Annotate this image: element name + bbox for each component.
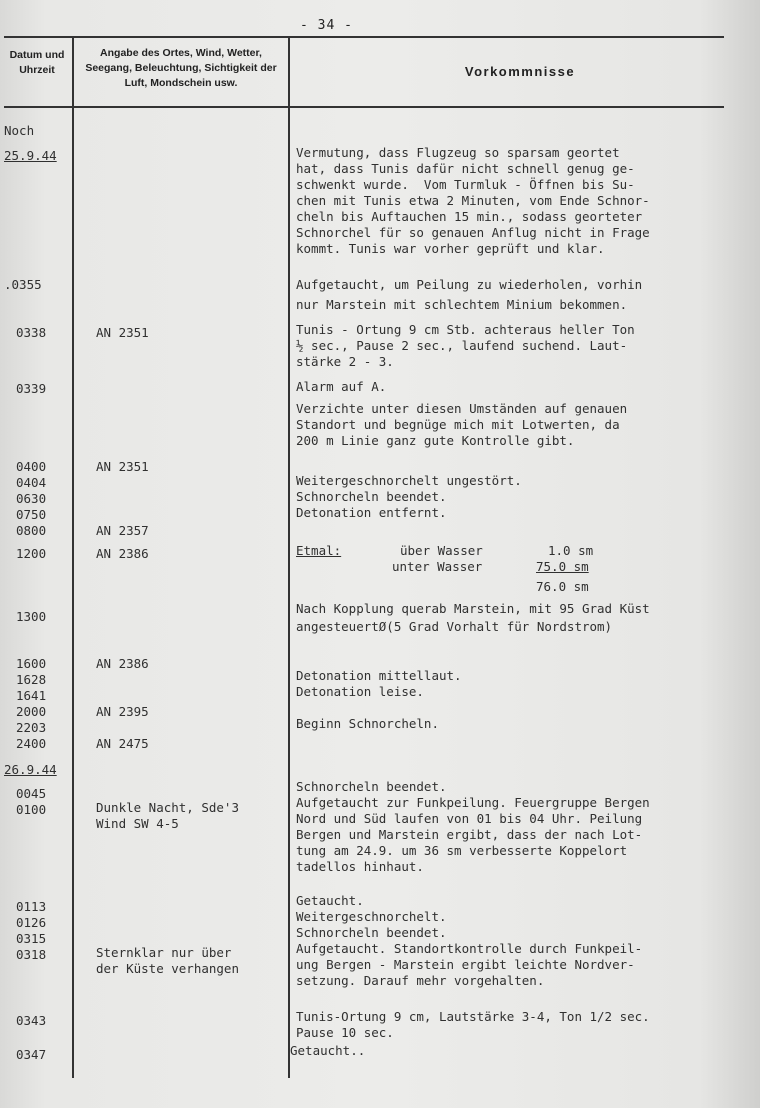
time-1200: 1200 xyxy=(16,546,47,561)
time-0126: 0126 xyxy=(16,915,47,930)
entry-text: nur Marstein mit schlechtem Minium bekommen. xyxy=(296,297,628,312)
entry-text: Nord und Süd laufen von 01 bis 04 Uhr. Peilung xyxy=(296,811,643,826)
position-2400: AN 2475 xyxy=(96,736,149,751)
time-0045: 0045 xyxy=(16,786,47,801)
entry-text: Beginn Schnorcheln. xyxy=(296,716,439,731)
time-1600: 1600 xyxy=(16,656,47,671)
entry-text: Aufgetaucht zur Funkpeilung. Feuergruppe Bergen xyxy=(296,795,650,810)
entry-text: angesteuertØ(5 Grad Vorhalt für Nordstrom) xyxy=(296,619,613,634)
entry-text: Getaucht.. xyxy=(290,1043,366,1058)
entry-text: Bergen und Marstein ergibt, dass der nach Lot- xyxy=(296,827,643,842)
entry-text: Schnorcheln beendet. xyxy=(296,779,447,794)
entry-text: kommt. Tunis war vorher geprüft und klar. xyxy=(296,241,605,256)
entry-text: ung Bergen - Marstein ergibt leichte Nordver- xyxy=(296,957,635,972)
date-25-9-44: 25.9.44 xyxy=(4,148,57,163)
entry-text: Schnorcheln beendet. xyxy=(296,489,447,504)
entry-text: Weitergeschnorchelt. xyxy=(296,909,447,924)
etmal-under-label: unter Wasser xyxy=(392,559,483,574)
position-0338: AN 2351 xyxy=(96,325,149,340)
entry-text: schwenkt wurde. Vom Turmluk - Öffnen bis Su- xyxy=(296,177,635,192)
entry-text: Weitergeschnorchelt ungestört. xyxy=(296,473,522,488)
time-1628: 1628 xyxy=(16,672,47,687)
header-datum: Datum und Uhrzeit xyxy=(9,49,65,76)
time-0630: 0630 xyxy=(16,491,47,506)
time-0800: 0800 xyxy=(16,523,47,538)
etmal-under-value: 75.0 sm xyxy=(536,559,589,574)
header-vorkommnisse: Vorkommnisse xyxy=(464,64,576,79)
entry-text: chen mit Tunis etwa 2 Minuten, vom Ende Schnor- xyxy=(296,193,650,208)
entry-text: Schnorchel für so genauen Anflug nicht in Frage xyxy=(296,225,650,240)
etmal-over-label: über Wasser xyxy=(400,543,483,558)
header-bottom-rule xyxy=(4,106,724,108)
entry-text: ½ sec., Pause 2 sec., laufend suchend. Laut- xyxy=(296,338,628,353)
time-2203: 2203 xyxy=(16,720,47,735)
time-0404: 0404 xyxy=(16,475,47,490)
time-0750: 0750 xyxy=(16,507,47,522)
entry-text: tung am 24.9. um 36 sm verbesserte Koppelort xyxy=(296,843,628,858)
time-2000: 2000 xyxy=(16,704,47,719)
weather-0100: Dunkle Nacht, Sde'3 xyxy=(96,800,239,815)
entry-text: Alarm auf A. xyxy=(296,379,387,394)
etmal-total: 76.0 sm xyxy=(536,579,589,594)
entry-text: Aufgetaucht. Standortkontrolle durch Funkpeil- xyxy=(296,941,643,956)
time-0355: .0355 xyxy=(4,277,42,292)
position-0400: AN 2351 xyxy=(96,459,149,474)
column-divider-1 xyxy=(72,36,74,1078)
entry-text: Tunis - Ortung 9 cm Stb. achteraus heller Ton xyxy=(296,322,635,337)
table-top-rule xyxy=(4,36,724,38)
entry-text: Nach Kopplung querab Marstein, mit 95 Grad Küst xyxy=(296,601,650,616)
column-divider-2 xyxy=(288,36,290,1078)
position-1600: AN 2386 xyxy=(96,656,149,671)
entry-text: stärke 2 - 3. xyxy=(296,354,394,369)
entry-text: Detonation entfernt. xyxy=(296,505,447,520)
entry-text: Detonation leise. xyxy=(296,684,424,699)
time-0400: 0400 xyxy=(16,459,47,474)
weather-0100: Wind SW 4-5 xyxy=(96,816,179,831)
entry-text: Pause 10 sec. xyxy=(296,1025,394,1040)
position-2000: AN 2395 xyxy=(96,704,149,719)
etmal-label: Etmal: xyxy=(296,543,342,558)
entry-text: Getaucht. xyxy=(296,893,364,908)
time-0318: 0318 xyxy=(16,947,47,962)
page-number: - 34 - xyxy=(300,18,353,33)
time-0100: 0100 xyxy=(16,802,47,817)
time-0113: 0113 xyxy=(16,899,47,914)
weather-0318: Sternklar nur über xyxy=(96,945,232,960)
entry-text: setzung. Darauf mehr vorgehalten. xyxy=(296,973,545,988)
noch-label: Noch xyxy=(4,123,35,138)
time-2400: 2400 xyxy=(16,736,47,751)
weather-0318: der Küste verhangen xyxy=(96,961,239,976)
time-0347: 0347 xyxy=(16,1047,47,1062)
time-1300: 1300 xyxy=(16,609,47,624)
entry-text: Verzichte unter diesen Umständen auf genauen xyxy=(296,401,628,416)
entry-text: 200 m Linie ganz gute Kontrolle gibt. xyxy=(296,433,575,448)
entry-text: Standort und begnüge mich mit Lotwerten, da xyxy=(296,417,620,432)
entry-text: Schnorcheln beendet. xyxy=(296,925,447,940)
entry-text: Vermutung, dass Flugzeug so sparsam geortet xyxy=(296,145,620,160)
time-0338: 0338 xyxy=(16,325,47,340)
time-0315: 0315 xyxy=(16,931,47,946)
entry-text: Tunis-Ortung 9 cm, Lautstärke 3-4, Ton 1/2 sec. xyxy=(296,1009,650,1024)
entry-text: Aufgetaucht, um Peilung zu wiederholen, vorhin xyxy=(296,277,643,292)
position-1200: AN 2386 xyxy=(96,546,149,561)
time-0343: 0343 xyxy=(16,1013,47,1028)
time-1641: 1641 xyxy=(16,688,47,703)
entry-text: tadellos hinhaut. xyxy=(296,859,424,874)
position-0800: AN 2357 xyxy=(96,523,149,538)
date-26-9-44: 26.9.44 xyxy=(4,762,57,777)
entry-text: hat, dass Tunis dafür nicht schnell genug ge- xyxy=(296,161,635,176)
etmal-over-value: 1.0 sm xyxy=(548,543,594,558)
time-0339: 0339 xyxy=(16,381,47,396)
entry-text: Detonation mittellaut. xyxy=(296,668,462,683)
header-angabe: Angabe des Ortes, Wind, Wetter, Seegang, Beleuchtung, Sichtigkeit der Luft, Mondschein usw. xyxy=(85,47,277,89)
entry-text: cheln bis Auftauchen 15 min., sodass georteter xyxy=(296,209,643,224)
